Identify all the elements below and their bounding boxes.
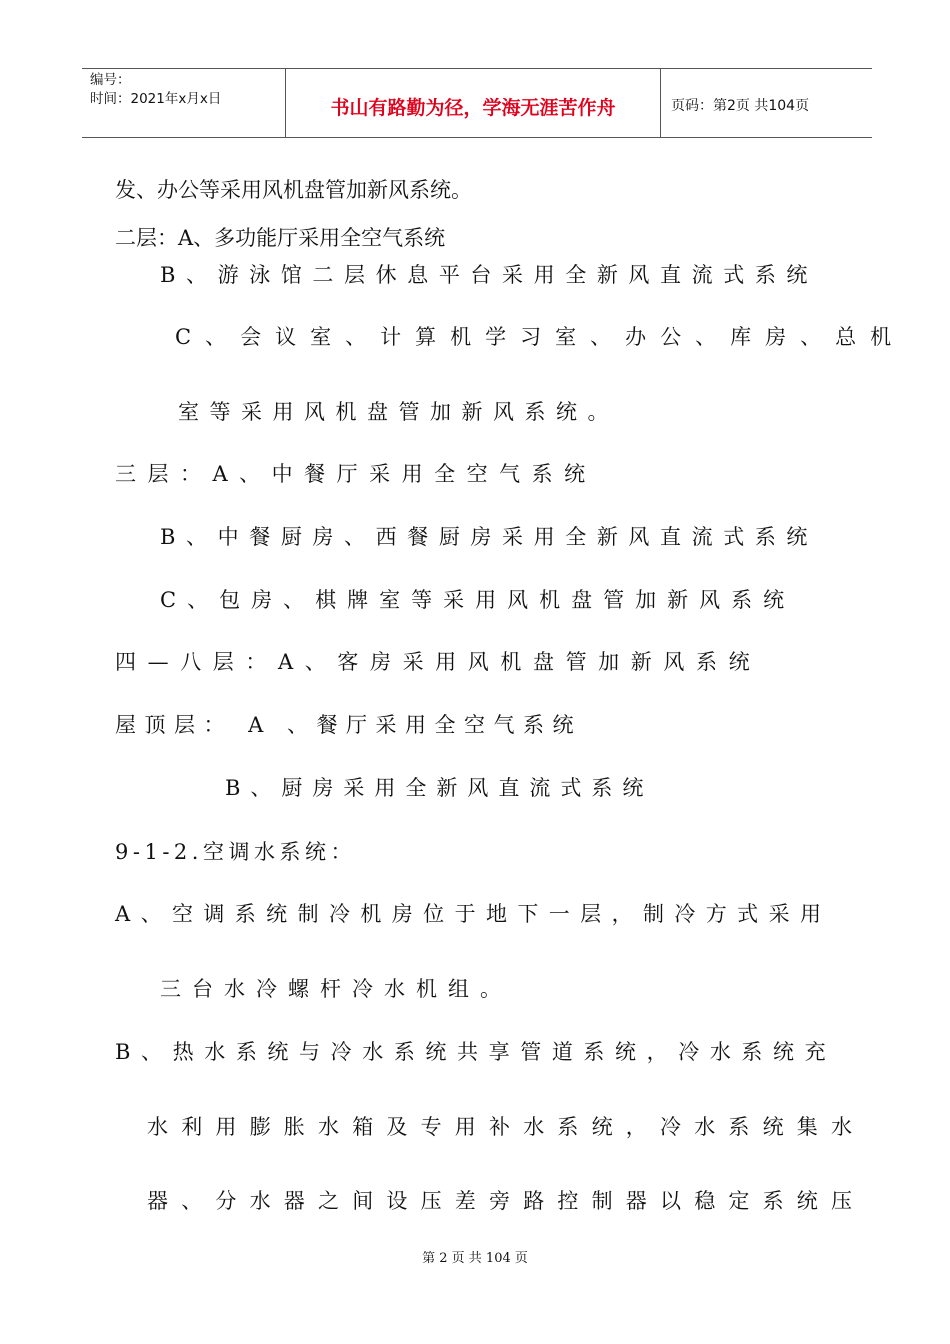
header-motto: 书山有路勤为径，学海无涯苦作舟 <box>285 69 660 137</box>
body-line-5: 室等采用风机盘管加新风系统。 <box>178 400 619 424</box>
body-line-7: B、中餐厨房、西餐厨房采用全新风直流式系统 <box>160 525 819 549</box>
document-time-label: 时间：2021年x月x日 <box>90 91 222 107</box>
body-line-1: 发、办公等采用风机盘管加新风系统。 <box>115 178 472 202</box>
body-line-8: C、包房、棋牌室等采用风机盘管加新风系统 <box>160 588 796 612</box>
body-line-10: 屋顶层： A 、餐厅采用全空气系统 <box>115 713 583 737</box>
body-line-16: 水利用膨胀水箱及专用补水系统，冷水系统集水 <box>147 1115 866 1139</box>
body-line-15: B、热水系统与冷水系统共享管道系统，冷水系统充 <box>115 1040 837 1064</box>
body-line-17: 器、分水器之间设压差旁路控制器以稳定系统压 <box>147 1189 866 1213</box>
body-line-3: B、游泳馆二层休息平台采用全新风直流式系统 <box>160 263 819 287</box>
body-line-11: B、厨房采用全新风直流式系统 <box>225 776 654 800</box>
page-footer: 第 2 页 共 104 页 <box>422 1251 528 1266</box>
body-line-12: 9-1-2.空调水系统： <box>115 840 356 864</box>
document-header <box>82 68 872 138</box>
body-line-14: 三台水冷螺杆冷水机组。 <box>160 977 512 1001</box>
body-line-9: 四—八层：A、客房采用风机盘管加新风系统 <box>115 650 762 674</box>
body-line-6: 三层：A、中餐厅采用全空气系统 <box>115 462 597 486</box>
body-line-13: A、空调系统制冷机房位于地下一层，制冷方式采用 <box>115 902 832 926</box>
document-number-label: 编号： <box>90 72 131 88</box>
body-line-2: 二层：A、多功能厅采用全空气系统 <box>115 226 446 250</box>
body-line-4: C、会议室、计算机学习室、办公、库房、总机 <box>175 325 906 349</box>
header-meta <box>82 69 285 137</box>
header-page-info: 页码：第2页 共104页 <box>660 69 872 137</box>
